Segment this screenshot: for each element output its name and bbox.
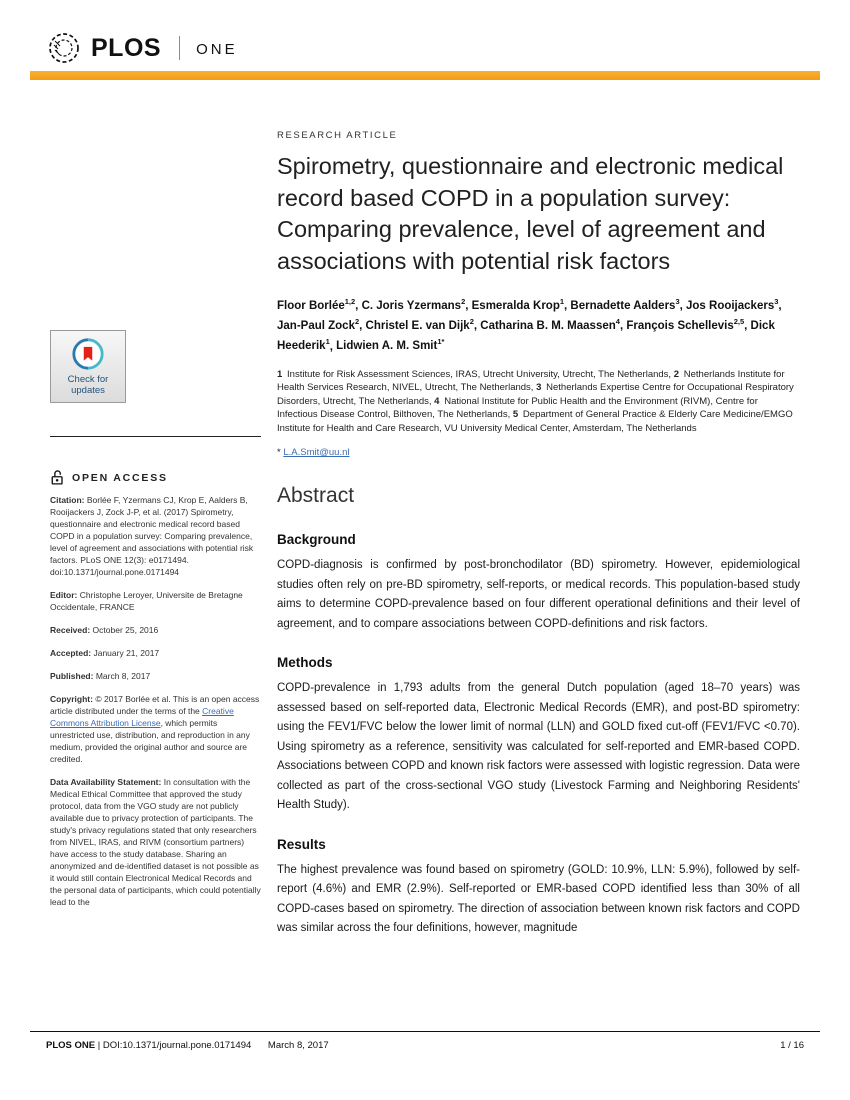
author-list: Floor Borlée$^{1,2}$, C. Joris Yzermans$^2$, Esmeralda Krop$^1$, Bernadette Aalders$^3$, Jos Rooijackers$^3$, Jan-Paul Zock$^2$, Christel E. van Dijk$^2$, Catharina B. M. Maassen$^4$, François Schellevis$^{2,5}$, Dick Heederik$^1$, Lidwien A. M. Smit$^{1*}$ — [277, 297, 782, 353]
section-heading: Results — [277, 836, 326, 852]
page-footer — [46, 1040, 804, 1051]
accepted-label: Accepted: — [50, 648, 92, 658]
footer-citation — [46, 1040, 329, 1051]
editor-block — [50, 589, 262, 613]
affiliation-number: 2 — [673, 368, 679, 380]
received-label: Received: — [50, 625, 91, 635]
journal-masthead — [46, 30, 238, 66]
corresponding-star: * — [277, 447, 281, 459]
section-heading: Background — [277, 532, 356, 548]
citation-label: Citation: — [50, 495, 85, 505]
corresponding-author-line — [277, 447, 800, 458]
footer-date: March 8, 2017 — [267, 1040, 329, 1051]
copyright-label: Copyright: — [50, 694, 93, 704]
section-heading: Methods — [277, 655, 333, 671]
author: Bernadette Aalders$^3$ — [570, 297, 680, 312]
affiliation-list: 1 Institute for Risk Assessment Sciences, IRAS, Utrecht University, Utrecht, The Netherlands, 2 Netherlands Institute for Health Services Research, NIVEL, Utrecht, The Netherlands, 3 Netherlands Expertise Centre for Occupational Respiratory Disorders, Utrecht, The Netherlands, 4 National Institute for Public Health and the Environment (RIVM), Centre for Infectious Disease Control, Bilthoven, The Netherlands, 5 Department of General Practice & Elderly Care Medicine/EMGO Institute for Health and Care Research, VU University Medical Center, Amsterdam, The Netherlands — [277, 368, 794, 434]
section-paragraph: The highest prevalence was found based on spirometry (GOLD: 10.9%, LLN: 5.9%), followed by self-report (4.6%) and EMR (2.9%). Self-reported or EMR-based COPD identified less than 30% of all COPD-cases based on spirometry. The direction of association between known risk factors and COPD was similar across the four definitions, however, magnitude — [277, 863, 800, 935]
author: Dick Heederik$^1$ — [277, 320, 775, 353]
affiliation-number: 4 — [434, 395, 440, 407]
published-label: Published: — [50, 671, 94, 681]
article-type-label: RESEARCH ARTICLE — [277, 130, 398, 141]
citation-text: Borlée F, Yzermans CJ, Krop E, Aalders B, Rooijackers J, Zock J-P, et al. (2017) Spirometry, questionnaire and electronic medical record based COPD in a population survey: Comparing prevalence, level of agreement and associations with potential risk factors. PLoS ONE 12(3): e0171494. doi:10.1371/journal.pone.0171494 — [50, 495, 254, 577]
accepted-text: January 21, 2017 — [93, 648, 160, 658]
abstract-sections — [277, 532, 800, 939]
plos-globe-icon — [46, 30, 82, 66]
author: Christel E. van Dijk$^2$ — [365, 317, 474, 333]
footer-rule — [30, 1031, 820, 1032]
footer-journal: PLOS ONE — [46, 1040, 96, 1051]
article-title: Spirometry, questionnaire and electronic medical record based COPD in a population survey: Comparing prevalence, level of agreement and associations with potential risk factors — [277, 153, 784, 274]
author: Esmeralda Krop$^1$ — [471, 297, 565, 312]
affiliation-number: 5 — [512, 409, 519, 421]
footer-doi: | DOI:10.1371/journal.pone.0171494 — [97, 1040, 252, 1051]
open-access-row — [50, 469, 168, 486]
abstract-heading: Abstract — [277, 484, 355, 508]
copyright-text-pre: © 2017 Borlée et al. This is an open access article distributed under the terms of the — [50, 694, 260, 716]
check-for-updates-badge[interactable] — [50, 330, 126, 403]
received-block — [50, 624, 262, 636]
editor-label: Editor: — [50, 590, 78, 600]
published-text: March 8, 2017 — [95, 671, 151, 681]
section-paragraph: COPD-prevalence in 1,793 adults from the general Dutch population (aged 18–70 years) was assessed based on self-reported data, Electronic Medical Records (EMR), and post-BD spirometry: using the FEV1/FVC below the lower limit of normal (LLN) and GOLD fixed cut-off (FEV1/FVC <0.70). Using spirometry as a reference, sensitivity was calculated for self-reported and EMR-based COPD. Associations between COPD and known risk factors were assessed with logistic regression. Data were collected as part of the cross-sectional VGO study (Livestock Farming and Neighboring Residents' Health Study). — [277, 682, 800, 812]
sidebar-divider — [50, 436, 261, 437]
data-availability-label: Data Availability Statement: — [50, 777, 162, 787]
badge-text-line2: updates — [71, 385, 105, 396]
cc-license-link[interactable]: Creative Commons Attribution License — [50, 706, 234, 728]
data-availability-text: In consultation with the Medical Ethical Committee that approved the study protocol, data from the VGO study are not publicly available due to privacy protection of participants. The study's privacy regulations stated that only researchers from NIVEL, IRAS, and RIVM (consortium partners) have access to the study database. Sharing an anonymized and de-identified dataset is not possible as it would still contain Electronical Medical Records and the personal data of participants, which could potentially lead to the — [50, 777, 261, 907]
author: Jan-Paul Zock$^2$ — [277, 317, 360, 333]
sidebar-metadata — [50, 494, 262, 919]
author: François Schellevis$^{2,5}$ — [626, 317, 745, 333]
copyright-block — [50, 693, 262, 765]
logo-plos-text: PLOS — [91, 33, 162, 62]
published-block — [50, 670, 262, 682]
affiliation-number: 1 — [277, 368, 283, 380]
editor-text: Christophe Leroyer, Universite de Bretagne Occidentale, FRANCE — [50, 590, 243, 612]
author: C. Joris Yzermans$^2$ — [361, 297, 466, 312]
author: Jos Rooijackers$^3$ — [686, 297, 779, 312]
abstract-section — [277, 532, 800, 634]
copyright-text-post: , which permits unrestricted use, distribution, and reproduction in any medium, provided the original author and source are credited. — [50, 718, 250, 764]
affiliation-number: 3 — [536, 382, 542, 394]
abstract-section — [277, 655, 800, 816]
author: Lidwien A. M. Smit$^{1*}$ — [336, 337, 445, 353]
citation-block — [50, 494, 262, 578]
open-lock-icon — [50, 469, 65, 486]
received-text: October 25, 2016 — [92, 625, 159, 635]
crossmark-icon — [71, 337, 105, 371]
abstract-section — [277, 837, 800, 939]
author: Catharina B. M. Maassen$^4$ — [480, 317, 620, 333]
footer-page-number: 1 / 16 — [780, 1040, 804, 1051]
open-access-label: OPEN ACCESS — [72, 471, 168, 484]
article-main-column — [277, 130, 800, 960]
accepted-block — [50, 647, 262, 659]
logo-divider — [179, 36, 180, 60]
section-paragraph: COPD-diagnosis is confirmed by post-bronchodilator (BD) spirometry. However, epidemiological studies often rely on pre-BD spirometry, self-reports, or medical records. This population-based study aims to determine COPD-prevalence based on four different operational definitions and their level of agreement, and to compare associations between COPD-definitions and risk factors. — [277, 559, 800, 630]
data-availability-block — [50, 776, 262, 908]
logo-one-text: ONE — [196, 40, 238, 58]
author: Floor Borlée$^{1,2}$ — [277, 297, 356, 312]
badge-text-line1: Check for — [67, 374, 109, 385]
corresponding-email-link[interactable]: L.A.Smit@uu.nl — [283, 447, 350, 459]
header-accent-bar — [30, 71, 820, 80]
